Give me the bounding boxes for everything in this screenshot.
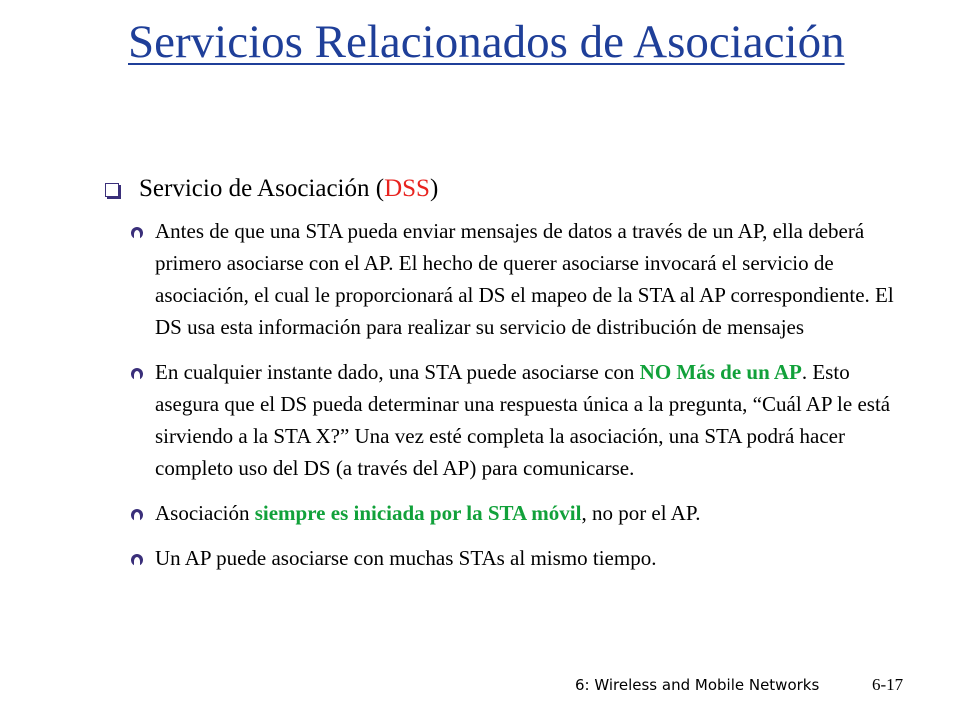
- bullet-text-after: ): [429, 175, 439, 202]
- dss-accent: DSS: [384, 175, 430, 202]
- list-item: [131, 215, 911, 343]
- list-item: [131, 542, 911, 574]
- bullet-text-before: Servicio de Asociación (: [139, 175, 385, 202]
- list-item-text: [155, 542, 911, 574]
- item-highlight: NO Más de un AP: [639, 360, 802, 384]
- item-text: Asociación: [155, 501, 255, 525]
- main-bullet: [105, 172, 905, 206]
- item-text: En cualquier instante dado, una STA puede asociarse con: [155, 360, 640, 384]
- item-text-after: . Esto asegura que el DS pueda determinar una respuesta única a la pregunta, “Cuál AP le está sirviendo a la STA X?” Una vez esté completa la asociación, una STA podrá hacer completo uso del DS (a través del AP) para comunicarse.: [155, 360, 891, 480]
- list-item-text: [155, 356, 911, 484]
- page-number: 6-17: [872, 675, 904, 694]
- chapter-footer: 6: Wireless and Mobile Networks: [575, 676, 820, 694]
- round-bullet-icon: [131, 368, 143, 380]
- list-item-text: [155, 497, 911, 529]
- square-bullet-icon: [105, 183, 119, 197]
- item-highlight: siempre es iniciada por la STA móvil: [254, 501, 582, 525]
- item-text-after: , no por el AP.: [581, 501, 701, 525]
- list-item: [131, 497, 911, 529]
- sub-bullet-list: [131, 215, 911, 587]
- item-text: Un AP puede asociarse con muchas STAs al mismo tiempo.: [155, 546, 657, 570]
- round-bullet-icon: [131, 509, 143, 521]
- list-item-text: [155, 215, 911, 343]
- slide-title: Servicios Relacionados de Asociación: [128, 16, 845, 68]
- round-bullet-icon: [131, 554, 143, 566]
- main-bullet-text: [139, 175, 438, 202]
- round-bullet-icon: [131, 227, 143, 239]
- item-text: Antes de que una STA pueda enviar mensajes de datos a través de un AP, ella deberá primero asociarse con el AP. El hecho de querer asociarse invocará el servicio de asociación, el cual le proporcionará al DS el mapeo de la STA al AP correspondiente. El DS usa esta información para realizar su servicio de distribución de mensajes: [155, 219, 894, 339]
- list-item: [131, 356, 911, 484]
